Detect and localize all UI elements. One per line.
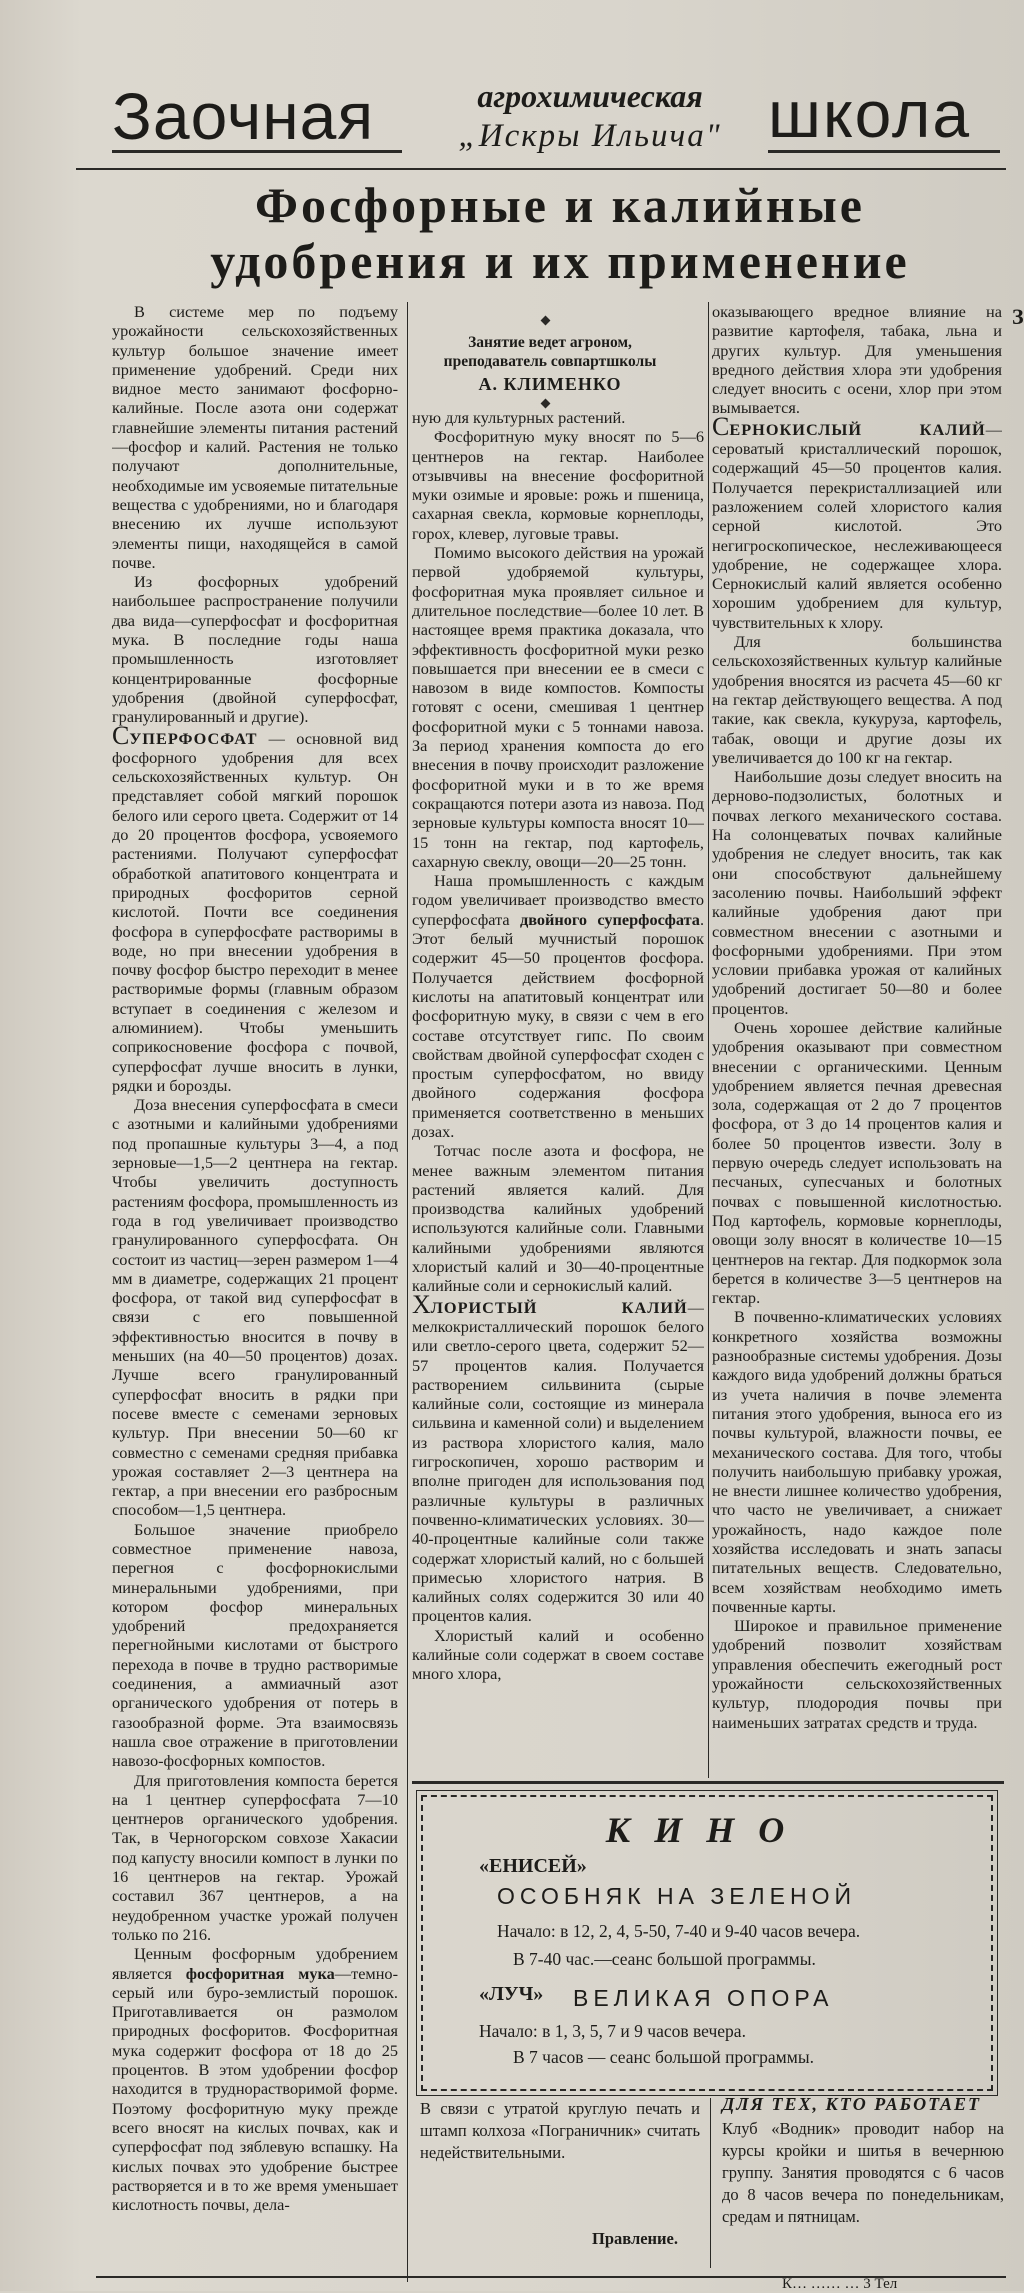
paragraph: Широкое и правильное применение удобрений позволит хозяйствам управления обеспечить ежегодный рост урожайности сельскохозяйственных культур, плодородия почвы при наименьших затратах средств и труда. (712, 1616, 1002, 1732)
header-middle-bottom: „Искры Ильича" (458, 118, 722, 154)
paragraph: Фосфоритную муку вносят по 5—6 центнеров на гектар. Наиболее отзывчивы на внесение фосфоритной муки озимые и яровые: рожь и пшеница, сахарная свекла, кормовые корнеплоды, горох, клевер, луговые травы. (412, 427, 704, 543)
article-title-line1: Фосфорные и калийные (255, 177, 865, 233)
header-middle-top: агрохимическая (477, 78, 703, 114)
notice-signature: Правление. (592, 2229, 678, 2248)
paragraph: Для приготовления компоста берется на 1 центнер суперфосфата 7—10 центнеров органического удобрения. Так, в Черногорском совхозе Хакасии под капусту вносили компост в лунки по 16 центнеров на гектар. Урожай составил 367 центнеров, а на неудобренном участке урожай получен только по 216. (112, 1770, 398, 1944)
film-note-1: В 7-40 час.—сеанс большой программы. (513, 1949, 816, 1969)
ornament-diamond (541, 316, 551, 326)
paragraph-text: —темно-серый или буро-землистый порошок. Приготавливается он размолом природных фосфоритов. Фосфоритная мука содержит фосфора от 18 до 25 процентов. В этом удобрении фосфор находится в труднорастворимой форме. Поэтому фосфоритную муку прежде всего вносят на кислых почвах, как и суперфосфат под зяблевую вспашку. На кислых почвах это удобрение быстрее растворяется и в то же время уменьшает кислотность почвы, дела- (112, 1963, 398, 2215)
byline-line1: Занятие ведет агроном, (468, 334, 632, 351)
section-heading: УПЕРФОСФАТ (129, 728, 258, 748)
byline-line2: преподаватель совпартшколы (443, 353, 657, 370)
column-divider (708, 302, 709, 1778)
paragraph-text: Наша промышленность с каждым годом увеличивает производство вместо суперфосфата (412, 871, 704, 929)
cut-off-footer: К… …… … 3 Тел (782, 2276, 898, 2292)
paragraph (412, 871, 704, 1141)
film-times-2: Начало: в 1, 3, 5, 7 и 9 часов вечера. (479, 2021, 746, 2041)
film-times-1: Начало: в 12, 2, 4, 5-50, 7-40 и 9-40 часов вечера. (497, 1921, 861, 1941)
emphasis: двойного суперфосфата (519, 909, 700, 929)
emphasis: фосфоритная мука (185, 1963, 335, 1983)
ornament-diamond (541, 399, 551, 409)
paragraph: Хлористый калий и особенно калийные соли содержат в своем составе много хлора, (412, 1625, 704, 1684)
film-note-2: В 7 часов — сеанс большой программы. (513, 2047, 814, 2067)
workers-ad-text: Клуб «Водник» проводит набор на курсы кройки и шитья в вечернюю группу. Занятия проводятся с 6 часов до 8 часов вечера по понедельникам, средам и пятницам. (722, 2119, 1004, 2226)
drop-cap: С (712, 411, 730, 441)
header-left-word: Заочная (112, 79, 375, 153)
film-title-1: ОСОБНЯК НА ЗЕЛЕНОЙ (497, 1883, 857, 1909)
paragraph-text: . Этот белый мучнистый порошок содержит 45—50 процентов фосфора. Получается действием фосфорной кислоты на апатитовый концентрат или фосфоритную муку, в связи с чем в его составе отсутствует гипс. По своим свойствам двойной суперфосфат сходен с простым суперфосфатом, но ввиду двойного содержания фосфора применяется соответственно в меньших дозах. (412, 909, 704, 1141)
paragraph: В системе мер по подъему урожайности сельскохозяйственных культур большое значение имеет применение удобрений. Среди них видное место занимают фосфорно-калийные. После азота они содержат главнейшие элементы питания растений—фосфор и калий. Растения не только получают дополнительные, необходимые им усвояемые питательные вещества с удобрениями, но и благодаря внесению их лучше используют элементы пищи, находящейся в самой почве. (112, 302, 398, 572)
cinema-listing (421, 1795, 993, 2091)
byline-author: А. КЛИМЕНКО (478, 374, 622, 394)
paragraph: Наибольшие дозы следует вносить на дерново-подзолистых, болотных и почвах легкого механического состава. На солонцеватых почвах калийные удобрения не следует вносить, так как они способствуют дальнейшему засолению почвы. Наибольший эффект калийные удобрения дают при совместном внесении с азотными и фосфорными удобрениями. При этом условии прибавка урожая от калийных удобрений достигает 50—80 и более процентов. (712, 767, 1002, 1018)
cinema-title: КИНО (605, 1810, 809, 1850)
column-divider (407, 302, 408, 2282)
column-1 (112, 302, 398, 2290)
column-divider (710, 2098, 711, 2268)
film-title-2: ВЕЛИКАЯ ОПОРА (573, 1985, 834, 2011)
paragraph: Тотчас после азота и фосфора, не менее важным элементом питания растений является калий. Для производства калийных удобрений используются калийные соли. Главными калийными удобрениями являются хлористый калий и 30—40-процентные калийные соли и сернокислый калий. (412, 1141, 704, 1296)
paragraph: Большое значение приобрело совместное применение навоза, перегноя с фосфорнокислыми минеральными удобрениями, при котором фосфор минеральных удобрений предохраняется перегнойными кислотами от быстрого перехода в почве в трудно растворимые соединения, а аммиачный азот органического удобрения от потерь в газообразной форме. Эта взаимосвязь нашла свое отражение в приготовлении навозо-фосфорных компостов. (112, 1519, 398, 1771)
paragraph-potassium-sulfate (712, 411, 1002, 632)
paragraph: Из фосфорных удобрений наибольшее распространение получили два вида—суперфосфат и фосфоритная мука. В последние годы наша промышленность изготовляет концентрированные фосфорные удобрения (двойной суперфосфат, гранулированный и другие). (112, 572, 398, 727)
paragraph-potassium-chloride (412, 1289, 704, 1626)
paragraph: В почвенно-климатических условиях конкретного хозяйства возможны разнообразные системы удобрения. Дозы каждого вида удобрений должны браться из учета наличия в почве элемента питания этого удобрения, выноса его из почвы культурой, влажности почвы, ее механического состава. Для того, чтобы получить наибольшую прибавку урожая, не внести лишнее количество удобрения, что часто не увеличивает, а снижает урожайность, надо каждое поле хозяйства исследовать и знать запасы питательных веществ. Следовательно, всем хозяйствам необходимо иметь почвенные карты. (712, 1307, 1002, 1616)
paragraph-text: Ценным фосфорным удобрением является (112, 1944, 398, 1983)
workers-ad-title: ДЛЯ ТЕХ, КТО РАБОТАЕТ (722, 2094, 981, 2114)
column-2 (412, 408, 704, 1778)
paragraph: Для большинства сельскохозяйственных культур калийные удобрения вносятся из расчета 45—60 кг на гектар действующего вещества. А под такие, как свекла, кукуруза, картофель, табак, овощи и другие дозы их увеличивается до 100 кг на гектар. (712, 632, 1002, 767)
section-heading: ЕРНОКИСЛЫЙ КАЛИЙ (729, 419, 986, 439)
paragraph (112, 1944, 398, 2214)
drop-cap: С (112, 720, 130, 750)
paragraph-text: — основной вид фосфорного удобрения для всех сельскохозяйственных культур. Он представляет собой мягкий порошок белого или серого цвета. Содержит от 14 до 20 процентов фосфора, усвояемого растениями. Получают суперфосфат обработкой апатитового концентрата и природных фосфоритов серной кислотой. Почти все соединения фосфора в суперфосфате растворимы в воде, но при внесении удобрения в почву фосфор быстро переходит в менее растворимые формы (главным образом вступает в соединения с железом и алюминием). Чтобы уменьшить соприкосновение фосфора с почвой, суперфосфат лучше вносить в лунки, рядки и борозды. (112, 728, 398, 1095)
header-bottom-rule (76, 168, 1006, 170)
lost-seal-notice: В связи с утратой круглую печать и штамп колхоза «Пограничник» считать недействительными. (420, 2099, 700, 2162)
cut-off-letter: З (1012, 304, 1024, 329)
column-3 (712, 302, 1002, 1778)
paragraph: Помимо высокого действия на урожай первой удобряемой культуры, фосфоритная мука проявляет сильное и длительное последствие—более 10 лет. В настоящее время практика доказала, что эффективность фосфоритной муки резко повышается при внесении ее в смеси с навозом в виде компостов. Компосты готовят с осени, смешивая 1 центнер фосфоритной муки с 5 тоннами навоза. За период хранения компоста до его внесения в почву происходит разложение фосфоритной муки и в то же время сокращаются потери азота из навоза. Под зерновые культуры компоста вносят 10—15 тонн на гектар, под картофель, сахарную свеклу, овощи—20—25 тонн. (412, 543, 704, 871)
paragraph-text: —сероватый кристаллический порошок, содержащий 45—50 процентов калия. Получается перекристаллизацией или разложением солей хлористого калия серной кислотой. Это негигроскопическое, неслеживающееся удобрение, не содержащее хлора. Сернокислый калий является особенно хорошим удобрением для культур, чувствительных к хлору. (712, 419, 1002, 632)
paragraph-superphosphate (112, 720, 398, 1096)
paragraph: ную для культурных растений. (412, 408, 626, 427)
section-heading: ЛОРИСТЫЙ КАЛИЙ (430, 1297, 688, 1317)
section-rule (412, 1781, 1004, 1784)
cinema-name-luch: «ЛУЧ» (479, 1983, 544, 2005)
paragraph-text: —мелкокристаллический порошок белого или светло-серого цвета, содержит 52—57 процентов калия. Получается растворением сильвинита (сырые калийные соли, состоящие из минерала сильвина и каменной соли) и выделением из раствора хлористого калия, мало гигроскопичен, хорошо растворим и вполне пригоден для использования под различные культуры в различных почвенно-климатических условиях. 30—40-процентные калийные соли также содержат хлористый калий, но с большей примесью хлористого натрия. В калийных солях содержится 30 или 40 процентов калия. (412, 1297, 704, 1626)
article-title-line2: удобрения и их применение (210, 233, 910, 289)
header-right-word: школа (768, 77, 972, 151)
cinema-name-enisey: «ЕНИСЕЙ» (479, 1855, 587, 1877)
drop-cap: Х (412, 1289, 431, 1319)
paragraph: Доза внесения суперфосфата в смеси с азотными и калийными удобрениями под пропашные культуры 3—4, а под зерновые—1,5—2 центнера на гектар. Чтобы увеличить доступность растениям фосфора, промышленность из года в год увеличивает производство гранулированного суперфосфата. Он состоит из частиц—зерен размером 1—4 мм в диаметре, содержащих 21 процент фосфора, от такой вид суперфосфат в связи с его повышенной эффективностью вносится в почву в меньших (на 40—50 процентов) дозах. Лучше всего гранулированный суперфосфат вносить в рядки при посеве вместе с семенами зерновых культур. При внесении 50—60 кг совместно с семенами средняя прибавка урожая составляет 2—3 центнера на гектар, а при внесении его разбросным способом—1,5 центнера. (112, 1095, 398, 1520)
paragraph: Очень хорошее действие калийные удобрения оказывают при совместном внесении с органическими. Ценным удобрением является печная древесная зола, содержащая от 2 до 7 процентов фосфора, от 3 до 14 процентов калия и более 50 процентов извести. Золу в первую очередь следует использовать на песчаных, супесчаных и болотных почвах с повышенной кислотностью. Под картофель, кормовые корнеплоды, овощи золу вносят в количестве 10—15 центнеров на гектар. Для подкормок зола берется в количестве 3—5 центнеров на гектар. (712, 1017, 1002, 1308)
paragraph: оказывающего вредное влияние на развитие картофеля, табака, льна и других культур. Для уменьшения вредного действия хлора эти удобрения следует вносить с осени, хлор при этом вымывается. (712, 302, 1002, 418)
